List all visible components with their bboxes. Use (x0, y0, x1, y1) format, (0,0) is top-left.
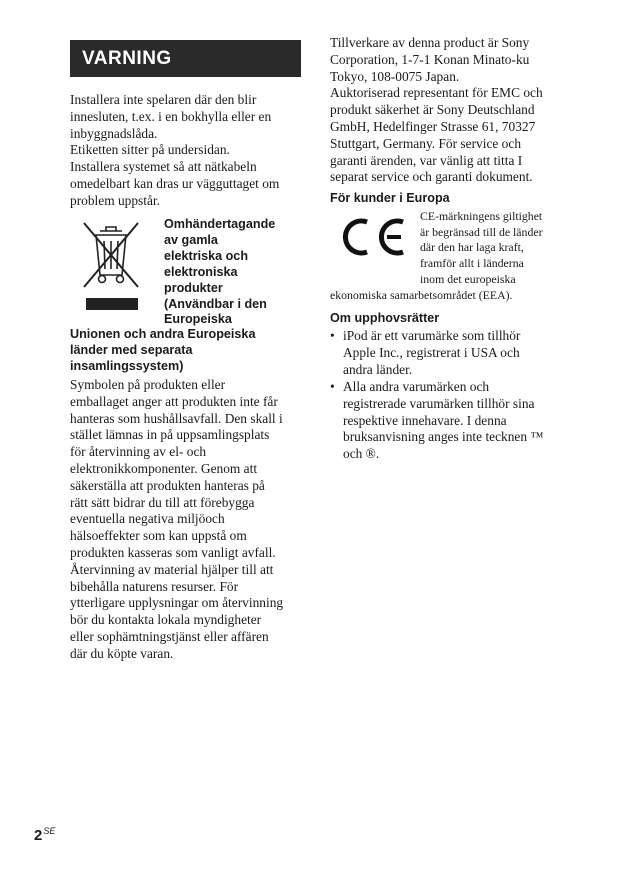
weee-solid-bar (86, 298, 138, 310)
warning-paragraph: Installera inte spelaren där den blir innesluten, t.ex. i en bokhylla eller en inbyggnadslåda. Etiketten sitter på undersidan. Installera systemet så att nätkabeln omedelbart kan dras ur vägguttaget om problem uppstår. (70, 92, 280, 208)
disposal-body: Symbolen på produkten eller emballaget anger att produkten inte får hanteras som hushållsavfall. Den skall i stället lämnas in på uppsamlingsplats för återvinning av el- och elektronikkomponenter. Genom att säkerställa att produkten hanteras på rätt sätt bidrar du till att förebygga eventuella negativa miljöoch hälsoeffekter som kan uppstå om produkten kasseras som vanligt avfall. Återvinning av material hjälper till att bibehålla naturens resurser. För ytterligare upplysningar om återvinning bör du kontakta lokala myndigheter eller sophämtningstjänst eller affären där du köpte varan. (70, 377, 284, 661)
crossed-out-wheelie-bin-icon (80, 219, 142, 291)
warning-heading: VARNING (70, 40, 301, 77)
manufacturer-text: Tillverkare av denna product är Sony Corporation, 1-7-1 Konan Minato-ku Tokyo, 108-0075 Japan. Auktoriserad representant för EMC och produkt säkerhet är Sony Deutschland GmbH, Hedelfinger Strasse 61, 70327 Stuttgart, Germany. För service och garanti ärenden, var vänlig att titta I separat service och garanti dokument. (330, 35, 543, 185)
ce-side-text: CE-märkningens giltighet är begränsad till de länder där den har laga kraft, framför allt i länderna inom det europeiska (420, 209, 543, 286)
europe-heading: För kunder i Europa (330, 191, 450, 205)
bullet-marker: • (330, 379, 335, 394)
bullet-marker: • (330, 328, 335, 343)
ce-mark-icon (337, 214, 415, 260)
copyright-item-text: iPod är ett varumärke som tillhör Apple Inc., registrerat i USA och andra länder. (343, 328, 521, 377)
language-code: SE (43, 826, 56, 836)
disposal-heading-full: Unionen och andra Europeiska länder med separata insamlingssystem) (70, 327, 256, 373)
copyright-item-text: Alla andra varumärken och registrerade varumärken tillhör sina respektive innehavare. I denna bruksanvisning anges inte tecknen ™ och ®. (343, 379, 544, 462)
disposal-heading-side: Omhändertagande av gamla elektriska och elektroniska produkter (Användbar i den Europeiska (164, 217, 276, 327)
copyright-heading: Om upphovsrätter (330, 311, 440, 325)
page-number: $2^{SE}$ (34, 826, 56, 844)
ce-full-text: ekonomiska samarbetsområdet (EEA). (330, 288, 513, 302)
